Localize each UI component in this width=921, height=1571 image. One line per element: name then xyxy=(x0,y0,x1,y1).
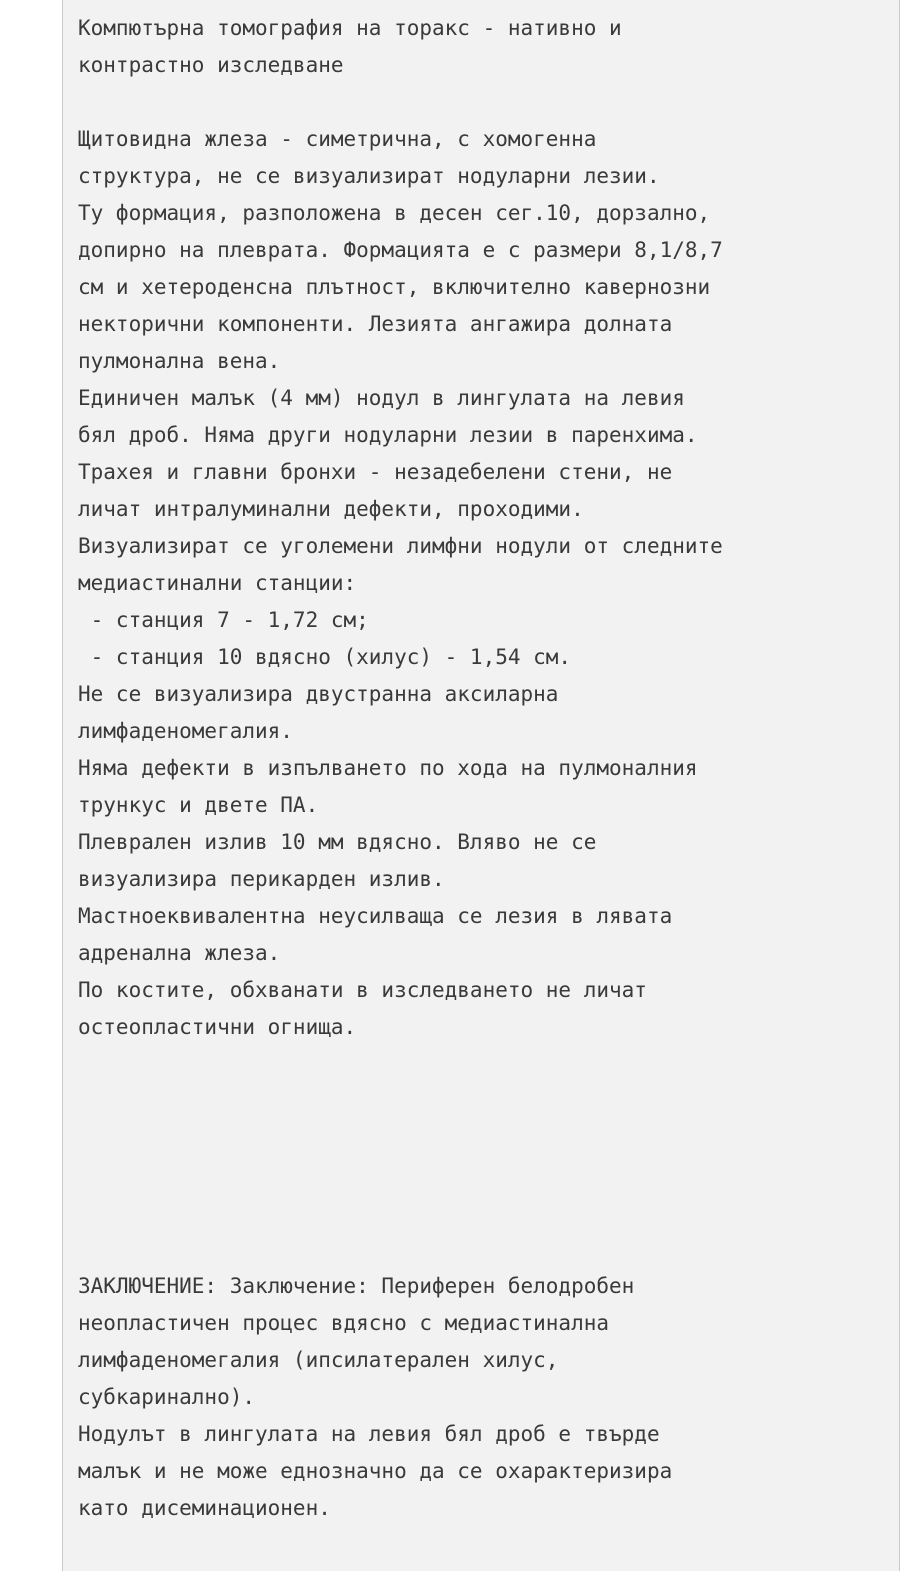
conclusion-line: субкаринално). xyxy=(78,1385,256,1409)
conclusion-line: лимфаденомегалия (ипсилатерален хилус, xyxy=(78,1348,559,1372)
conclusion-line: малък и не може еднозначно да се охарактеризира xyxy=(78,1459,673,1483)
findings-line: лимфаденомегалия. xyxy=(78,719,293,743)
findings-line: Единичен малък (4 мм) нодул в лингулата на левия xyxy=(78,386,685,410)
conclusion-line: като дисеминационен. xyxy=(78,1496,331,1520)
findings-line: личат интралуминални дефекти, проходими. xyxy=(78,497,584,521)
findings-line: см и хетероденсна плътност, включително кавернозни xyxy=(78,275,711,299)
findings-line: адренална жлеза. xyxy=(78,941,281,965)
findings-line: Няма дефекти в изпълването по хода на пулмоналния xyxy=(78,756,698,780)
findings-line: пулмонална вена. xyxy=(78,349,281,373)
findings-line: допирно на плеврата. Формацията е с размери 8,1/8,7 xyxy=(78,238,723,262)
findings-line: Щитовидна жлеза - симетрична, с хомогенна xyxy=(78,127,597,151)
findings-line: Ту формация, разположена в десен сег.10, дорзално, xyxy=(78,201,711,225)
report-text-area[interactable] xyxy=(62,0,900,1571)
blank-line xyxy=(78,84,899,121)
conclusion-line: ЗАКЛЮЧЕНИЕ: Заключение: Периферен белодробен xyxy=(78,1274,635,1298)
findings-line: визуализира перикарден излив. xyxy=(78,867,445,891)
conclusion-section xyxy=(78,1268,899,1527)
findings-line: остеопластични огнища. xyxy=(78,1015,357,1039)
findings-line: медиастинални станции: xyxy=(78,571,357,595)
report-title-line: контрастно изследване xyxy=(78,53,344,77)
findings-section xyxy=(78,121,899,1046)
blank-space xyxy=(78,1046,899,1268)
findings-line: Не се визуализира двустранна аксиларна xyxy=(78,682,559,706)
findings-line: Трахея и главни бронхи - незадебелени стени, не xyxy=(78,460,673,484)
findings-line: трункус и двете ПА. xyxy=(78,793,319,817)
conclusion-line: неопластичен процес вдясно с медиастинална xyxy=(78,1311,610,1335)
conclusion-line: Нодулът в лингулата на левия бял дроб е твърде xyxy=(78,1422,660,1446)
report-title xyxy=(78,10,899,84)
findings-line: - станция 7 - 1,72 см; xyxy=(78,608,369,632)
findings-line: некторични компоненти. Лезията ангажира долната xyxy=(78,312,673,336)
findings-line: структура, не се визуализират нодуларни лезии. xyxy=(78,164,660,188)
report-title-line: Компютърна томография на торакс - нативно и xyxy=(78,16,622,40)
findings-line: Мастноеквивалентна неусилваща се лезия в лявата xyxy=(78,904,673,928)
findings-line: Плеврален излив 10 мм вдясно. Вляво не се xyxy=(78,830,597,854)
findings-line: бял дроб. Няма други нодуларни лезии в паренхима. xyxy=(78,423,698,447)
findings-line: - станция 10 вдясно (хилус) - 1,54 см. xyxy=(78,645,572,669)
findings-line: По костите, обхванати в изследването не личат xyxy=(78,978,647,1002)
findings-line: Визуализират се уголемени лимфни нодули от следните xyxy=(78,534,723,558)
